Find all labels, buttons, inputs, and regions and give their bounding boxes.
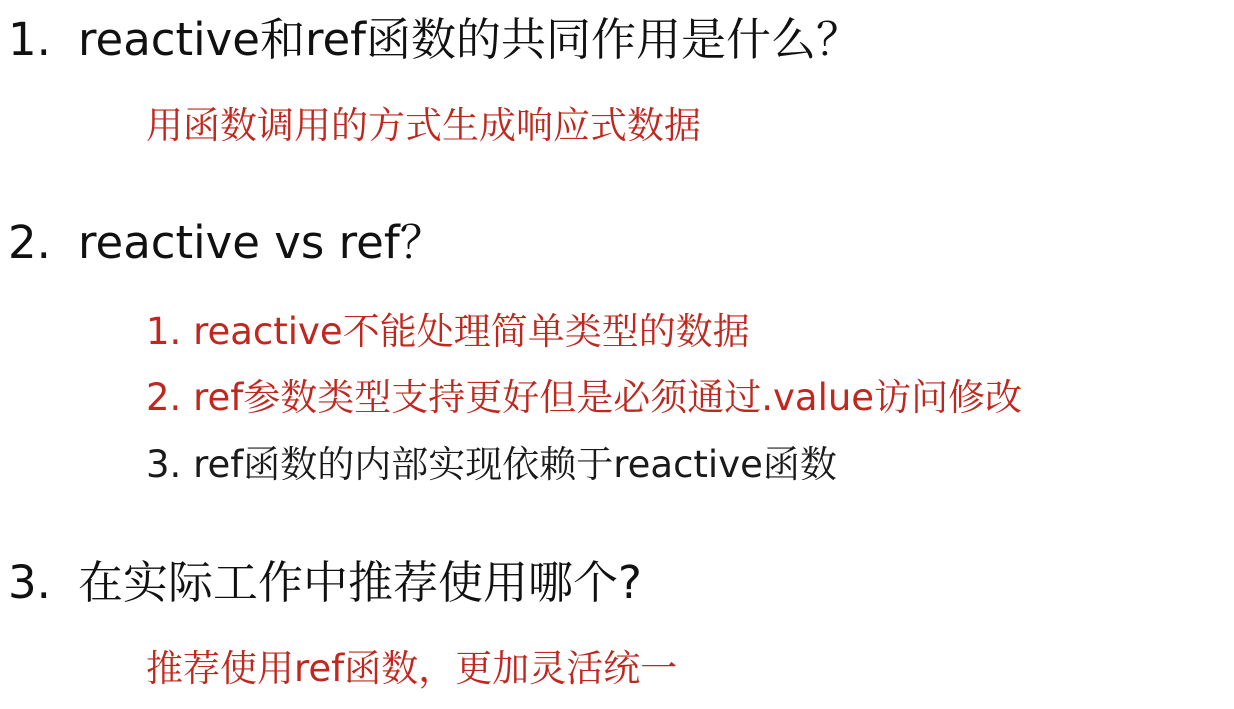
question-number: 2. [8,216,51,269]
answer-2-point-2: 2. ref参数类型支持更好但是必须通过.value访问修改 [146,376,1023,419]
answer-1: 用函数调用的方式生成响应式数据 [146,104,701,147]
question-number: 1. [8,13,51,66]
question-2 [0,215,445,271]
question-text: 在实际工作中推荐使用哪个? [78,556,642,609]
question-1 [0,12,861,68]
question-3 [0,555,642,611]
question-number: 3. [8,556,51,609]
question-text: reactive vs ref？ [78,216,445,269]
answer-2-point-3: 3. ref函数的内部实现依赖于reactive函数 [146,443,837,486]
question-text: reactive和ref函数的共同作用是什么？ [78,13,862,66]
answer-3: 推荐使用ref函数，更加灵活统一 [146,647,678,690]
answer-2-point-1: 1. reactive不能处理简单类型的数据 [146,310,750,353]
